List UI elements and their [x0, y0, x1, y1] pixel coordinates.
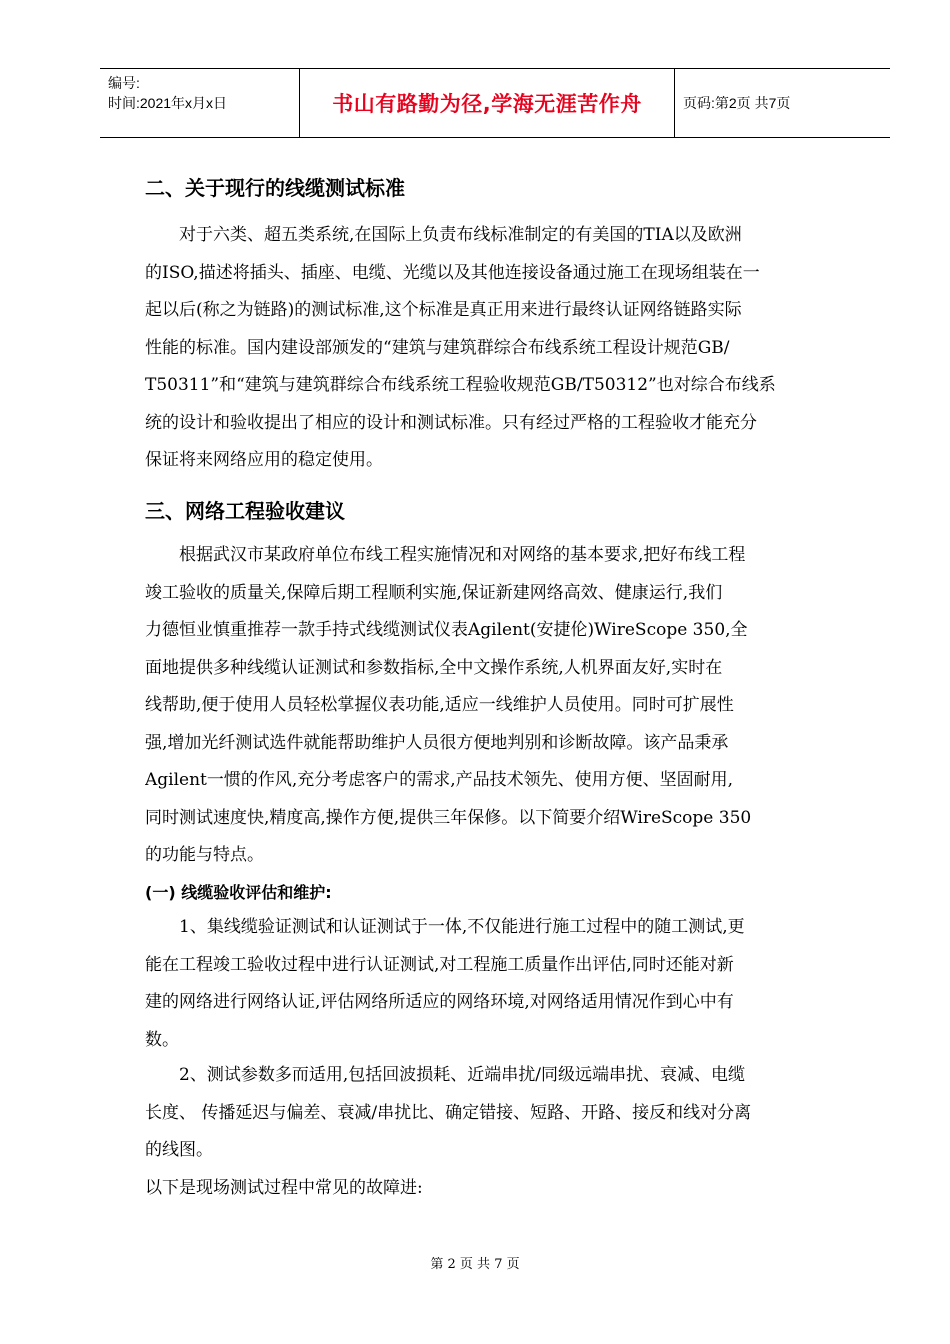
section-2-heading: 二、关于现行的线缆测试标准 — [145, 176, 405, 200]
paragraph-line: 竣工验收的质量关,保障后期工程顺利实施,保证新建网络高效、健康运行,我们 — [145, 582, 723, 603]
paragraph-line: 起以后(称之为链路)的测试标准,这个标准是真正用来进行最终认证网络链路实际 — [145, 300, 742, 320]
subsection-1-heading: (一) 线缆验收评估和维护: — [145, 883, 332, 902]
page-footer: 第 2 页 共 7 页 — [430, 1257, 520, 1272]
paragraph-line: 的功能与特点。 — [145, 845, 264, 865]
paragraph-line: 能在工程竣工验收过程中进行认证测试,对工程施工质量作出评估,同时还能对新 — [145, 954, 734, 975]
paragraph-line: T50311”和“建筑与建筑群综合布线系统工程验收规范GB/T50312”也对综合布线系 — [145, 375, 776, 395]
paragraph-line: 性能的标准。国内建设部颁发的“建筑与建筑群综合布线系统工程设计规范GB/ — [145, 337, 730, 358]
paragraph-line: 的ISO,描述将插头、插座、电缆、光缆以及其他连接设备通过施工在现场组装在一 — [145, 262, 760, 283]
section-3-heading: 三、网络工程验收建议 — [145, 499, 345, 523]
paragraph-line: 长度、 传播延迟与偏差、衰减/串扰比、确定错接、短路、开路、接反和线对分离 — [145, 1102, 752, 1123]
section-2-paragraph — [145, 217, 853, 480]
item-1-paragraph — [145, 909, 853, 1059]
paragraph-line: 数。 — [145, 1029, 179, 1050]
paragraph-line: 的线图。 — [145, 1140, 213, 1160]
header-meta — [100, 69, 300, 137]
paragraph-line: 对于六类、超五类系统,在国际上负责布线标准制定的有美国的TIA以及欧洲 — [179, 225, 742, 245]
paragraph-line: 同时测试速度快,精度高,操作方便,提供三年保修。以下简要介绍WireScope 350 — [145, 807, 752, 828]
paragraph-line: 面地提供多种线缆认证测试和参数指标,全中文操作系统,人机界面友好,实时在 — [145, 657, 723, 678]
document-time-label: 时间:2021年x月x日 — [108, 95, 228, 111]
paragraph-line: 建的网络进行网络认证,评估网络所适应的网络环境,对网络适用情况作到心中有 — [145, 992, 734, 1012]
paragraph-line: 保证将来网络应用的稳定使用。 — [145, 450, 383, 470]
document-number-label: 编号: — [108, 75, 140, 91]
header-page-number: 页码:第2页 共7页 — [683, 95, 791, 111]
paragraph-line: 以下是现场测试过程中常见的故障进: — [145, 1177, 423, 1198]
item-2-paragraph — [145, 1057, 853, 1207]
page-header — [100, 68, 890, 138]
paragraph-line: Agilent一惯的作风,充分考虑客户的需求,产品技术领先、使用方便、坚固耐用, — [145, 770, 734, 790]
section-3-paragraph — [145, 537, 853, 875]
paragraph-line: 2、测试参数多而适用,包括回波损耗、近端串扰/同级远端串扰、衰减、电缆 — [179, 1065, 745, 1085]
paragraph-line: 1、集线缆验证测试和认证测试于一体,不仅能进行施工过程中的随工测试,更 — [179, 917, 745, 937]
paragraph-line: 强,增加光纤测试选件就能帮助维护人员很方便地判别和诊断故障。该产品秉承 — [145, 732, 729, 753]
paragraph-line: 统的设计和验收提出了相应的设计和测试标准。只有经过严格的工程验收才能充分 — [145, 412, 757, 433]
paragraph-line: 力德恒业慎重推荐一款手持式线缆测试仪表Agilent(安捷伦)WireScope 350,全 — [145, 620, 748, 640]
paragraph-line: 线帮助,便于使用人员轻松掌握仪表功能,适应一线维护人员使用。同时可扩展性 — [145, 695, 734, 715]
header-motto: 书山有路勤为径,学海无涯苦作舟 — [300, 69, 675, 137]
paragraph-line: 根据武汉市某政府单位布线工程实施情况和对网络的基本要求,把好布线工程 — [179, 545, 746, 565]
